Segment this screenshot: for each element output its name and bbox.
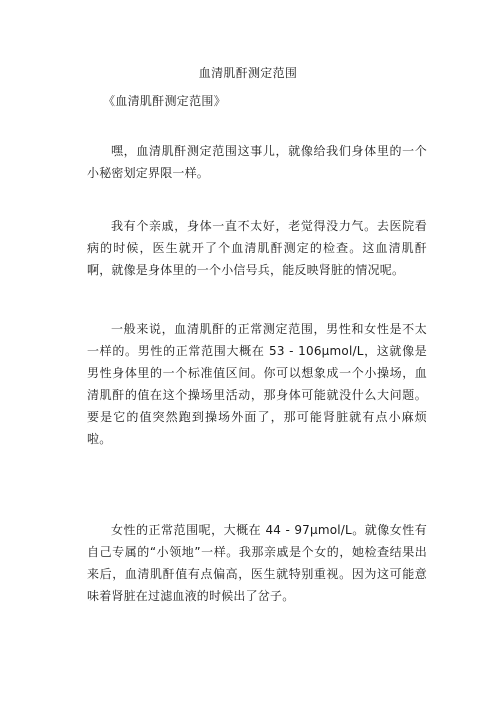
- document-subtitle: 《血清肌酐测定范围》: [103, 94, 227, 108]
- document-title: 血清肌酐测定范围: [198, 66, 298, 80]
- paragraph-male-range: 一般来说，血清肌酐的正常测定范围，男性和女性是不太一样的。男性的正常范围大概在 53 - 106μmol/L，这就像是男性身体里的一个标准值区间。你可以想象成一个小操场，血清肌酐的值在这个操场里活动，那身体可能就没什么大问题。要是它的值突然跑到操场外面了，那可能肾脏就有点小麻烦啦。: [87, 322, 427, 446]
- paragraph-intro: 嘿，血清肌酐测定范围这事儿，就像给我们身体里的一个小秘密划定界限一样。: [87, 144, 427, 180]
- paragraph-female-range: 女性的正常范围呢，大概在 44 - 97μmol/L。就像女性有自己专属的“小领地”一样。我那亲戚是个女的，她检查结果出来后，血清肌酐值有点偏高，医生就特别重视。因为这可能意味着肾脏在过滤血液的时候出了岔子。: [87, 523, 427, 603]
- paragraph-relative: 我有个亲戚，身体一直不太好，老觉得没力气。去医院看病的时候，医生就开了个血清肌酐测定的检查。这血清肌酐啊，就像是身体里的一个小信号兵，能反映肾脏的情况呢。: [87, 219, 427, 277]
